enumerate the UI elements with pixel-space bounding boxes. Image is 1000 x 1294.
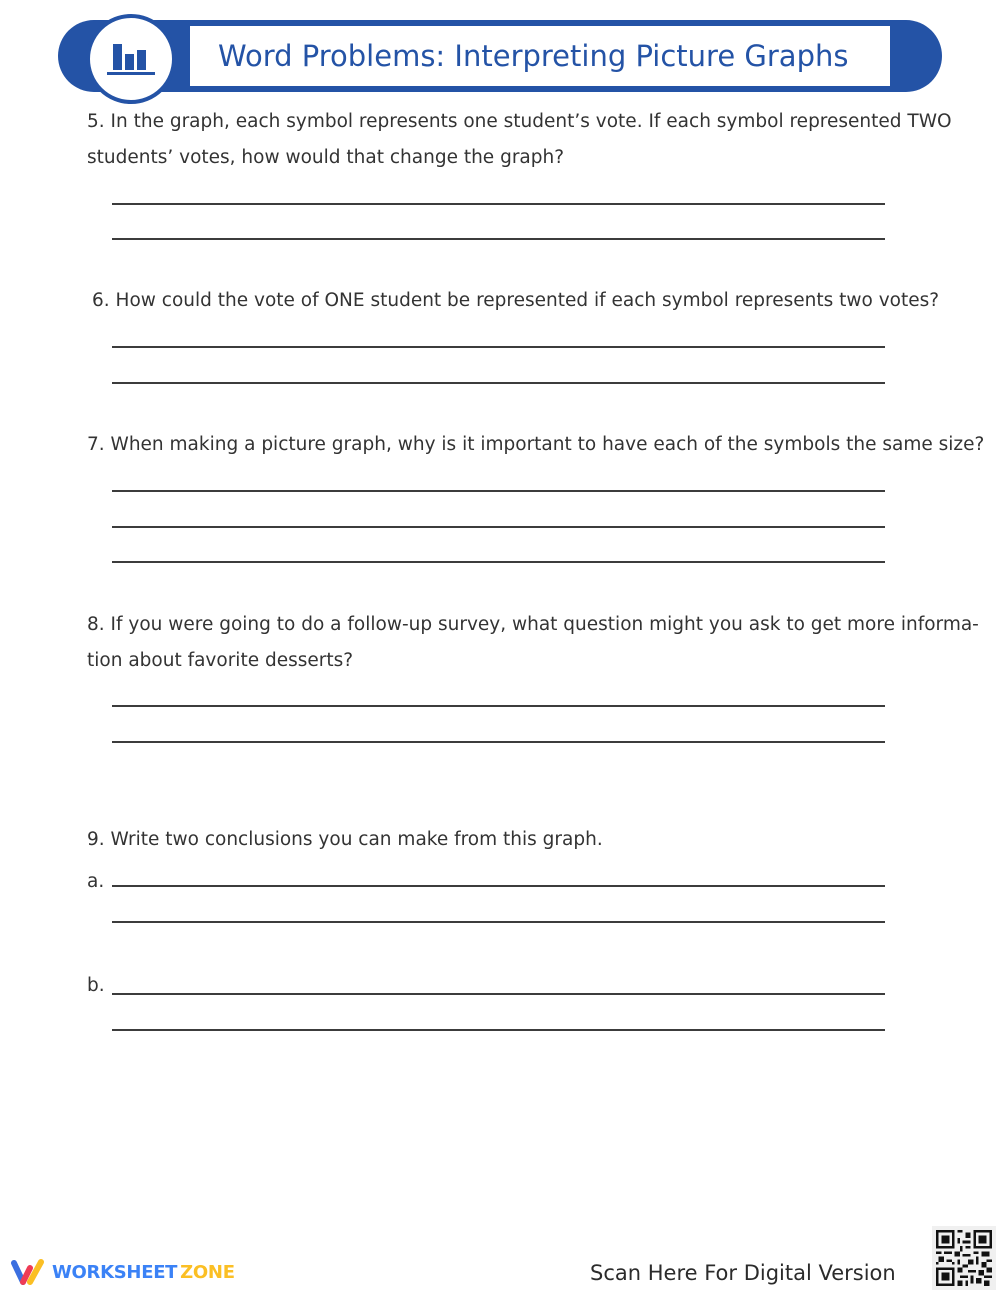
part-b-label: b. [87,975,105,996]
answer-line[interactable] [112,993,885,995]
answer-line[interactable] [112,561,885,563]
brand-worksheet: WORKSHEET [52,1261,178,1283]
answer-line[interactable] [112,1029,885,1031]
answer-line[interactable] [112,705,885,707]
brand-name [52,1262,235,1283]
question-5-line-1: 5. In the graph, each symbol represents one student’s vote. If each symbol represented TWO [87,111,952,132]
answer-line[interactable] [112,346,885,348]
answer-line[interactable] [112,885,885,887]
question-7: 7. When making a picture graph, why is it important to have each of the symbols the same size? [87,434,985,455]
qr-code-icon[interactable] [932,1226,996,1290]
question-6: 6. How could the vote of ONE student be represented if each symbol represents two votes? [92,290,940,311]
part-a-label: a. [87,871,105,892]
worksheetzone-logo[interactable] [10,1258,235,1286]
page-title: Word Problems: Interpreting Picture Graphs [218,39,849,73]
header-icon-badge [86,14,176,104]
answer-line[interactable] [112,526,885,528]
answer-line[interactable] [112,741,885,743]
scan-instruction: Scan Here For Digital Version [590,1261,896,1285]
answer-line[interactable] [112,921,885,923]
question-8-line-1: 8. If you were going to do a follow-up survey, what question might you ask to get more informa- [87,614,979,635]
answer-line[interactable] [112,382,885,384]
brand-zone: ZONE [180,1261,235,1283]
answer-line[interactable] [112,490,885,492]
question-5-line-2: students’ votes, how would that change the graph? [87,147,565,168]
answer-line[interactable] [112,203,885,205]
question-9: 9. Write two conclusions you can make from this graph. [87,829,603,850]
title-box [190,26,890,86]
answer-line[interactable] [112,238,885,240]
bar-chart-icon [103,32,159,88]
question-8-line-2: tion about favorite desserts? [87,650,354,671]
worksheetzone-mark-icon [10,1258,46,1286]
